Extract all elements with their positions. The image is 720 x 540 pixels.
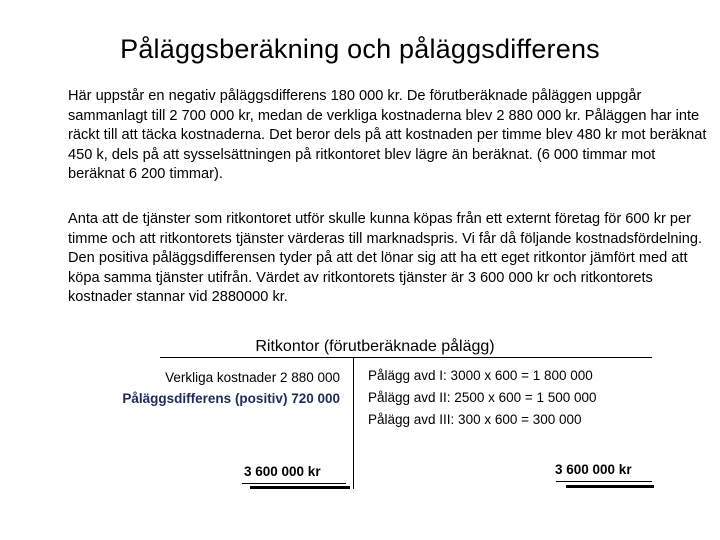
paragraph-market-price: Anta att de tjänster som ritkontoret utför skulle kunna köpas från ett externt företag för 600 kr per timme och att ritkontorets tjänster värderas till marknadspris. Vi får då följande kostnadsfördelning. Den positiva påläggsdifferensen tyder på att det lönar sig att ha ett eget ritkontor jämfört med att köpa samma tjänster utifrån. Värdet av ritkontorets tjänster är 3 600 000 kr och ritkontorets kostnader stannar vid 2880000 kr. (68, 211, 703, 306)
right-total-underline-thin (556, 481, 652, 482)
right-total-underline-thick (566, 485, 654, 488)
account-center-line (353, 357, 354, 489)
paragraph-negative-difference: Här uppstår en negativ påläggsdifferens 180 000 kr. De förutberäknade påläggen uppgår sammanlagt till 2 700 000 kr, medan de verkliga kostnaderna blev 2 880 000 kr. Påläggen har inte räckt till att täcka kostnaderna. Det beror dels på att kostnaden per timme blev 480 kr mot beräknat 450 k, dels på att sysselsättningen på ritkontoret blev lägre än beräknat. (6 000 timmar mot beräknat 6 200 timmar). (68, 88, 707, 183)
left-entry-actual-costs: Verkliga kostnader 2 880 000 (165, 370, 340, 385)
account-top-line (160, 357, 652, 358)
right-total: 3 600 000 kr (555, 462, 632, 477)
left-total-underline-thin (242, 483, 346, 484)
right-entry-dept-2: Pålägg avd II: 2500 x 600 = 1 500 000 (368, 390, 597, 405)
page-title: Påläggsberäkning och påläggsdifferens (120, 34, 600, 64)
left-total-underline-thick (250, 486, 350, 489)
left-entry-positive-difference: Påläggsdifferens (positiv) 720 000 (122, 391, 340, 406)
right-entry-dept-3: Pålägg avd III: 300 x 600 = 300 000 (368, 412, 582, 427)
left-total: 3 600 000 kr (244, 464, 321, 479)
right-entry-dept-1: Pålägg avd I: 3000 x 600 = 1 800 000 (368, 368, 593, 383)
account-title: Ritkontor (förutberäknade pålägg) (255, 338, 495, 355)
